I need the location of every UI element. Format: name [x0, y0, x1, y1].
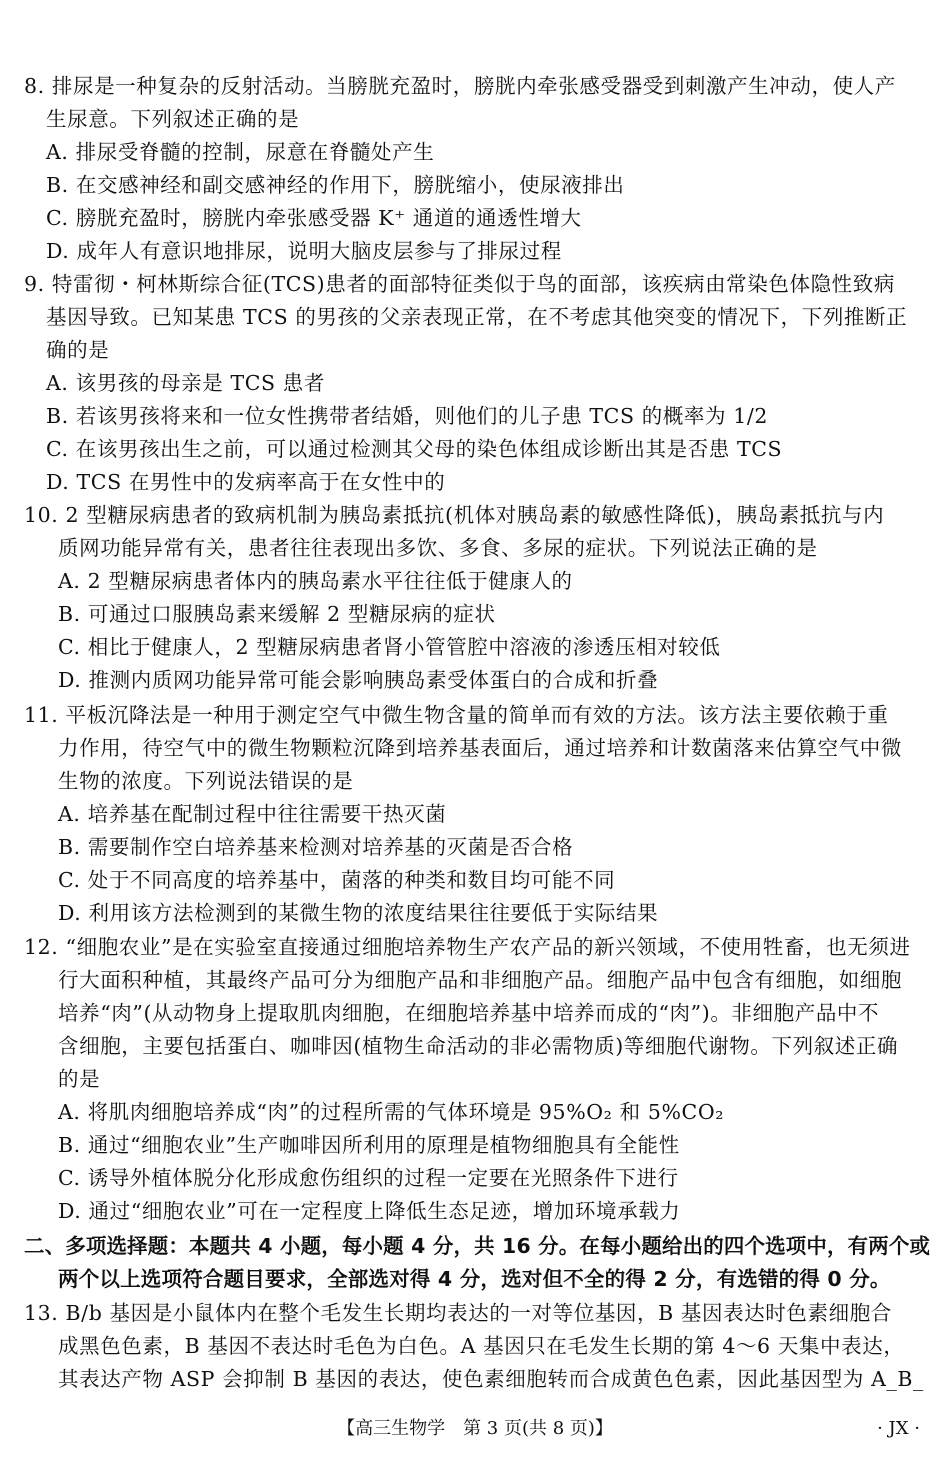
- q13-stem-line3: 其表达产物 ASP 会抑制 B 基因的表达，使色素细胞转而合成黄色色素，因此基因型为 A_B_: [58, 1367, 924, 1391]
- q11-option-b: B. 需要制作空白培养基来检测对培养基的灭菌是否合格: [58, 835, 574, 859]
- q8-option-c: C. 膀胱充盈时，膀胱内牵张感受器 K⁺ 通道的通透性增大: [46, 206, 582, 230]
- q9-option-d: D. TCS 在男性中的发病率高于在女性中的: [46, 470, 446, 494]
- q10-stem-line2: 质网功能异常有关，患者往往表现出多饮、多食、多尿的症状。下列说法正确的是: [58, 536, 818, 560]
- q9-stem-line1: 9. 特雷彻・柯林斯综合征(TCS)患者的面部特征类似于鸟的面部，该疾病由常染色体隐性致病: [24, 272, 895, 296]
- q9-stem-line2: 基因导致。已知某患 TCS 的男孩的父亲表现正常，在不考虑其他突变的情况下，下列推断正: [46, 305, 908, 329]
- q11-option-a: A. 培养基在配制过程中往往需要干热灭菌: [58, 802, 447, 826]
- q12-stem-line1: 12. “细胞农业”是在实验室直接通过细胞培养物生产农产品的新兴领域，不使用牲畜，也无须进: [24, 935, 911, 959]
- q8-option-d: D. 成年人有意识地排尿，说明大脑皮层参与了排尿过程: [46, 239, 562, 263]
- q8-option-b: B. 在交感神经和副交感神经的作用下，膀胱缩小，使尿液排出: [46, 173, 625, 197]
- q12-option-b: B. 通过“细胞农业”生产咖啡因所利用的原理是植物细胞具有全能性: [58, 1133, 680, 1157]
- q10-option-a: A. 2 型糖尿病患者体内的胰岛素水平往往低于健康人的: [58, 569, 573, 593]
- q10-option-b: B. 可通过口服胰岛素来缓解 2 型糖尿病的症状: [58, 602, 496, 626]
- q9-option-b: B. 若该男孩将来和一位女性携带者结婚，则他们的儿子患 TCS 的概率为 1/2: [46, 404, 769, 428]
- q12-stem-line4: 含细胞，主要包括蛋白、咖啡因(植物生命活动的非必需物质)等细胞代谢物。下列叙述正确: [58, 1034, 899, 1058]
- section-2-heading-line1: 二、多项选择题：本题共 4 小题，每小题 4 分，共 16 分。在每小题给出的四个选项中，有两个或: [24, 1234, 931, 1258]
- section-2-heading-line2: 两个以上选项符合题目要求，全部选对得 4 分，选对但不全的得 2 分，有选错的得 0 分。: [58, 1267, 891, 1291]
- q8-stem-line2: 生尿意。下列叙述正确的是: [46, 107, 300, 131]
- q11-option-c: C. 处于不同高度的培养基中，菌落的种类和数目均可能不同: [58, 868, 616, 892]
- footer-code: · JX ·: [877, 1418, 920, 1439]
- q10-stem-line1: 10. 2 型糖尿病患者的致病机制为胰岛素抵抗(机体对胰岛素的敏感性降低)，胰岛素抵抗与内: [24, 503, 885, 527]
- q12-stem-line3: 培养“肉”(从动物身上提取肌肉细胞，在细胞培养基中培养而成的“肉”)。非细胞产品中不: [58, 1001, 880, 1025]
- q13-stem-line2: 成黑色色素，B 基因不表达时毛色为白色。A 基因只在毛发生长期的第 4～6 天集中表达，: [58, 1334, 905, 1358]
- q10-option-d: D. 推测内质网功能异常可能会影响胰岛素受体蛋白的合成和折叠: [58, 668, 659, 692]
- q9-stem-line3: 确的是: [46, 338, 110, 362]
- q12-stem-line5: 的是: [58, 1067, 101, 1091]
- q9-option-c: C. 在该男孩出生之前，可以通过检测其父母的染色体组成诊断出其是否患 TCS: [46, 437, 783, 461]
- q8-option-a: A. 排尿受脊髓的控制，尿意在脊髓处产生: [46, 140, 435, 164]
- q12-option-c: C. 诱导外植体脱分化形成愈伤组织的过程一定要在光照条件下进行: [58, 1166, 679, 1190]
- q11-option-d: D. 利用该方法检测到的某微生物的浓度结果往往要低于实际结果: [58, 901, 659, 925]
- q11-stem-line1: 11. 平板沉降法是一种用于测定空气中微生物含量的简单而有效的方法。该方法主要依赖于重: [24, 703, 889, 727]
- q12-option-a: A. 将肌肉细胞培养成“肉”的过程所需的气体环境是 95%O₂ 和 5%CO₂: [58, 1100, 725, 1124]
- q8-stem-line1: 8. 排尿是一种复杂的反射活动。当膀胱充盈时，膀胱内牵张感受器受到刺激产生冲动，使人产: [24, 74, 896, 98]
- q11-stem-line2: 力作用，待空气中的微生物颗粒沉降到培养基表面后，通过培养和计数菌落来估算空气中微: [58, 736, 902, 760]
- q13-stem-line1: 13. B/b 基因是小鼠体内在整个毛发生长期均表达的一对等位基因，B 基因表达时色素细胞合: [24, 1301, 892, 1325]
- q10-option-c: C. 相比于健康人，2 型糖尿病患者肾小管管腔中溶液的渗透压相对较低: [58, 635, 721, 659]
- q11-stem-line3: 生物的浓度。下列说法错误的是: [58, 769, 354, 793]
- q9-option-a: A. 该男孩的母亲是 TCS 患者: [46, 371, 325, 395]
- page-footer: 【高三生物学 第 3 页(共 8 页)】: [337, 1418, 613, 1439]
- q12-stem-line2: 行大面积种植，其最终产品可分为细胞产品和非细胞产品。细胞产品中包含有细胞，如细胞: [58, 968, 902, 992]
- q12-option-d: D. 通过“细胞农业”可在一定程度上降低生态足迹，增加环境承载力: [58, 1199, 681, 1223]
